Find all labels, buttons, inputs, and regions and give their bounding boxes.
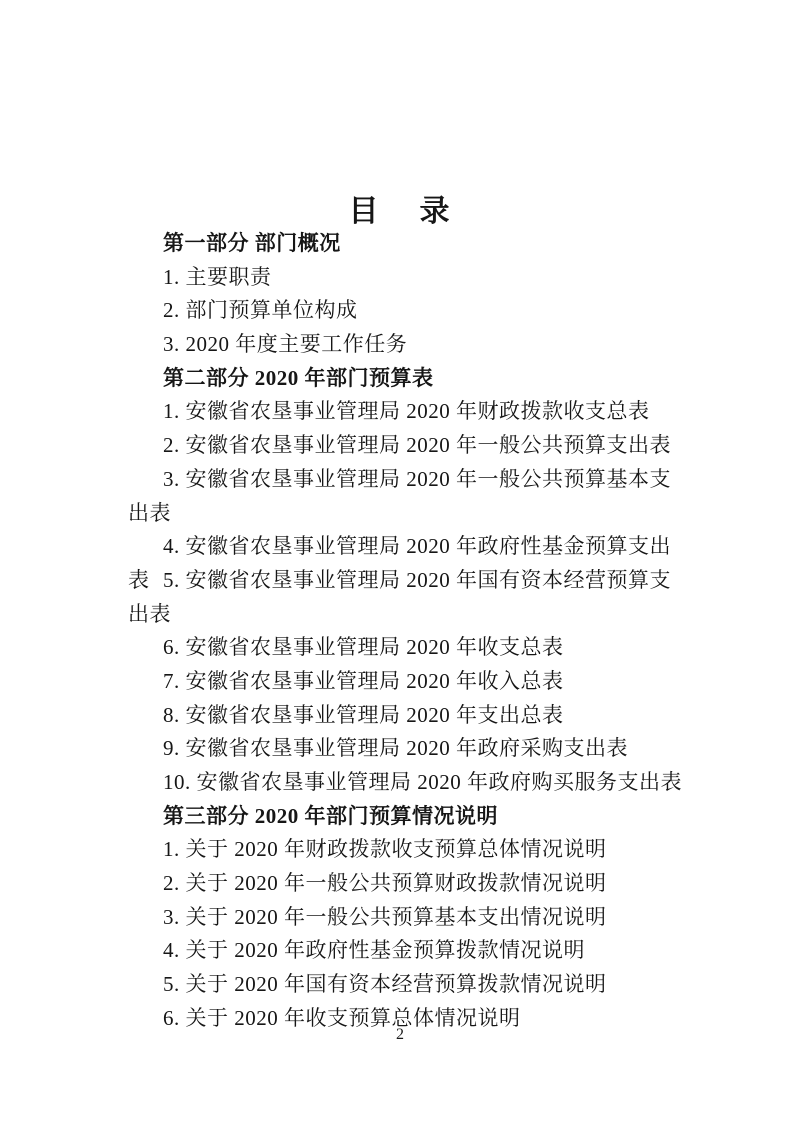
toc-entry: 2. 安徽省农垦事业管理局 2020 年一般公共预算支出表 xyxy=(163,433,671,458)
toc-entry: 3. 关于 2020 年一般公共预算基本支出情况说明 xyxy=(163,904,607,929)
section-heading-part3: 第三部分 2020 年部门预算情况说明 xyxy=(163,803,498,828)
toc-entry: 1. 关于 2020 年财政拨款收支预算总体情况说明 xyxy=(163,837,607,862)
toc-entry: 6. 关于 2020 年收支预算总体情况说明 xyxy=(163,1005,521,1030)
toc-entry: 5. 安徽省农垦事业管理局 2020 年国有资本经营预算支出表 xyxy=(128,567,671,626)
toc-entry: 4. 关于 2020 年政府性基金预算拨款情况说明 xyxy=(163,938,585,963)
toc-entry: 3. 2020 年度主要工作任务 xyxy=(163,332,408,357)
toc-entry: 8. 安徽省农垦事业管理局 2020 年支出总表 xyxy=(163,702,564,727)
toc-entry: 7. 安徽省农垦事业管理局 2020 年收入总表 xyxy=(163,668,564,693)
toc-entry: 1. 安徽省农垦事业管理局 2020 年财政拨款收支总表 xyxy=(163,399,650,424)
page-title: 目 录 xyxy=(348,195,452,228)
section-heading-part2: 第二部分 2020 年部门预算表 xyxy=(163,365,434,390)
section-heading-part1: 第一部分 部门概况 xyxy=(163,231,341,255)
toc-entry: 2. 关于 2020 年一般公共预算财政拨款情况说明 xyxy=(163,871,607,896)
toc-entry: 2. 部门预算单位构成 xyxy=(163,298,358,323)
toc-entry: 4. 安徽省农垦事业管理局 2020 年政府性基金预算支出表 xyxy=(128,534,671,592)
toc-entry: 1. 主要职责 xyxy=(163,264,272,289)
toc-entry: 6. 安徽省农垦事业管理局 2020 年收支总表 xyxy=(163,635,564,660)
toc-entry: 9. 安徽省农垦事业管理局 2020 年政府采购支出表 xyxy=(163,736,628,761)
table-of-contents xyxy=(128,227,684,1036)
toc-entry: 10. 安徽省农垦事业管理局 2020 年政府购买服务支出表 xyxy=(163,770,682,795)
page-number: 2 xyxy=(396,1026,404,1043)
toc-entry: 3. 安徽省农垦事业管理局 2020 年一般公共预算基本支出表 xyxy=(128,466,671,525)
toc-entry: 5. 关于 2020 年国有资本经营预算拨款情况说明 xyxy=(163,972,607,997)
